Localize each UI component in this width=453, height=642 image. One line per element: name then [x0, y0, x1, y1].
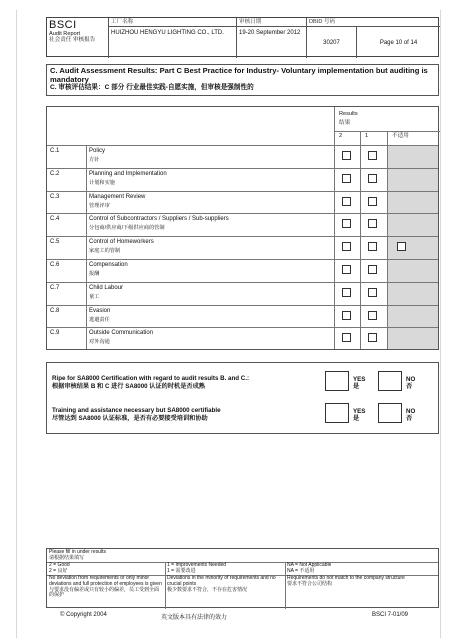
legend-intro: Please fill in under results 请根据结果填写: [49, 549, 106, 561]
table-row: [47, 236, 438, 237]
table-row: [47, 305, 438, 306]
training-yes-label: YES 是: [353, 408, 366, 422]
page-number: Page 10 of 14: [379, 40, 418, 46]
result-2-checkbox[interactable]: [342, 242, 351, 251]
result-1-checkbox[interactable]: [368, 242, 377, 251]
results-table: [46, 106, 439, 350]
result-2-checkbox[interactable]: [342, 197, 351, 206]
table-column-divider: [387, 131, 388, 349]
result-1-checkbox[interactable]: [368, 174, 377, 183]
training-question-en: Training and assistance necessary but SA8000 certifiable: [52, 407, 221, 414]
table-row: [47, 145, 438, 146]
item-label: Management Review 管理评审: [89, 193, 146, 209]
legend-improve: 1 = Improvements Needed 1 = 需要改进: [167, 562, 227, 574]
item-code: C.9: [50, 330, 60, 337]
item-code: C.2: [50, 170, 60, 177]
table-column-divider: [86, 145, 87, 349]
ripe-question-zh: 根据审核结果 B 和 C 进行 SA8000 认证的时机是否成熟: [52, 382, 205, 390]
result-na-checkbox[interactable]: [397, 242, 406, 251]
training-no-label: NO 否: [406, 408, 416, 422]
dbid-label-spacer: [357, 18, 440, 27]
ripe-question: [52, 375, 249, 390]
result-2-checkbox[interactable]: [342, 333, 351, 342]
item-label: Child Labour 童工: [89, 284, 124, 300]
bsci-logo: BSCI: [49, 19, 77, 31]
result-1-checkbox[interactable]: [368, 311, 377, 320]
result-1-checkbox[interactable]: [368, 219, 377, 228]
ripe-yes-checkbox[interactable]: [325, 371, 349, 391]
result-1-checkbox[interactable]: [368, 288, 377, 297]
item-label: Compensation 报酬: [89, 262, 128, 277]
section-title-zh: C. 审核评估结果：C 部分 行业最佳实践-自愿实施，但审核是强制性的: [50, 84, 254, 92]
result-1-checkbox[interactable]: [368, 151, 377, 160]
legend-na: NA = Not Applicable NA = 不适用: [287, 562, 332, 574]
table-column-divider: [360, 131, 361, 349]
table-row: [47, 259, 438, 260]
result-2-checkbox[interactable]: [342, 265, 351, 274]
result-2-checkbox[interactable]: [342, 219, 351, 228]
item-code: C.8: [50, 307, 60, 314]
sa8000-readiness: [46, 362, 439, 434]
training-question-zh: 尽管达到 SA8000 认证标准，是否有必要接受培训和协助: [52, 414, 208, 422]
report-title-zh: 社会责任 审核报告: [49, 37, 96, 44]
dbid-value: 30207: [307, 27, 357, 58]
logo-cell: [47, 18, 109, 58]
report-title: Audit Report: [49, 31, 81, 37]
results-header-label-zh: 结果: [339, 120, 351, 126]
item-label: Control of Homeworkers 家庭工的管制: [89, 239, 154, 255]
result-1-checkbox[interactable]: [368, 197, 377, 206]
results-col-2: 2: [339, 133, 343, 139]
legend-good-desc: No deviation from requirements or only minor deviations and full protection of employees is given 与要求没有偏差或只有较小的偏差，员工受到全面的保护: [49, 575, 162, 599]
table-row: [47, 213, 438, 214]
na-column-shading: [388, 145, 438, 349]
table-row: [47, 327, 438, 328]
result-1-checkbox[interactable]: [368, 333, 377, 342]
results-col-na: 不适用: [392, 133, 409, 139]
dbid-label: DBID 号码: [307, 18, 357, 27]
item-code: C.5: [50, 239, 60, 246]
table-column-divider: [334, 107, 335, 349]
ripe-yes-label: YES 是: [353, 376, 366, 390]
section-title: [46, 64, 439, 96]
item-label: Control of Subcontractors / Suppliers / Sub-suppliers 分包商/供应商/下级供应商的管制: [89, 216, 229, 232]
results-col-1: 1: [365, 133, 369, 139]
item-code: C.3: [50, 193, 60, 200]
item-label: Outside Communication 对外沟通: [89, 330, 154, 346]
copyright: © Copyright 2004: [60, 612, 107, 618]
ripe-no-checkbox[interactable]: [378, 371, 402, 391]
legend-good: 2 = Good 2 = 良好: [49, 562, 70, 574]
training-no-checkbox[interactable]: [378, 403, 402, 423]
result-2-checkbox[interactable]: [342, 288, 351, 297]
version: BSCI 7-01/09: [372, 612, 409, 618]
training-yes-checkbox[interactable]: [325, 403, 349, 423]
report-header: [46, 17, 439, 57]
table-row: [47, 191, 438, 192]
factory-name-label: 工厂名称: [109, 18, 237, 27]
result-2-checkbox[interactable]: [342, 311, 351, 320]
training-question: [52, 407, 221, 422]
legend-na-desc: Requirements do not match to the company structure 要求不符合公司结构: [287, 575, 405, 587]
section-title-en: C. Audit Assessment Results: Part C Best Practice for Industry- Voluntary implementation but auditing is mandatory: [50, 66, 428, 84]
rating-legend: [46, 548, 439, 608]
audit-date-label: 审核日期: [237, 18, 307, 27]
item-label: Planning and Implementation 计划和实施: [89, 170, 167, 186]
item-code: C.6: [50, 262, 60, 268]
item-code: C.4: [50, 216, 60, 223]
item-code: C.1: [50, 148, 60, 154]
table-row: [47, 282, 438, 283]
ripe-no-label: NO 否: [406, 376, 416, 390]
factory-name: HUIZHOU HENGYU LIGHTING CO., LTD.: [109, 27, 237, 58]
item-label: Policy 方针: [89, 148, 106, 163]
item-label: Evasion 逃避责任: [89, 307, 111, 323]
result-2-checkbox[interactable]: [342, 174, 351, 183]
result-1-checkbox[interactable]: [368, 265, 377, 274]
legend-improve-desc: Deviations in the minority of requirements and no crucial points 极少数要求不符合，不存在危害情况: [167, 575, 276, 593]
item-code: C.7: [50, 284, 60, 291]
table-row: [47, 168, 438, 169]
results-header-label: Results: [339, 111, 358, 117]
legal-note: 英文版本具有法律的效力: [161, 615, 228, 621]
result-2-checkbox[interactable]: [342, 151, 351, 160]
ripe-question-en: Ripe for SA8000 Certification with regard to audit results B. and C.:: [52, 375, 249, 382]
audit-date: 19-20 September 2012: [237, 27, 307, 58]
